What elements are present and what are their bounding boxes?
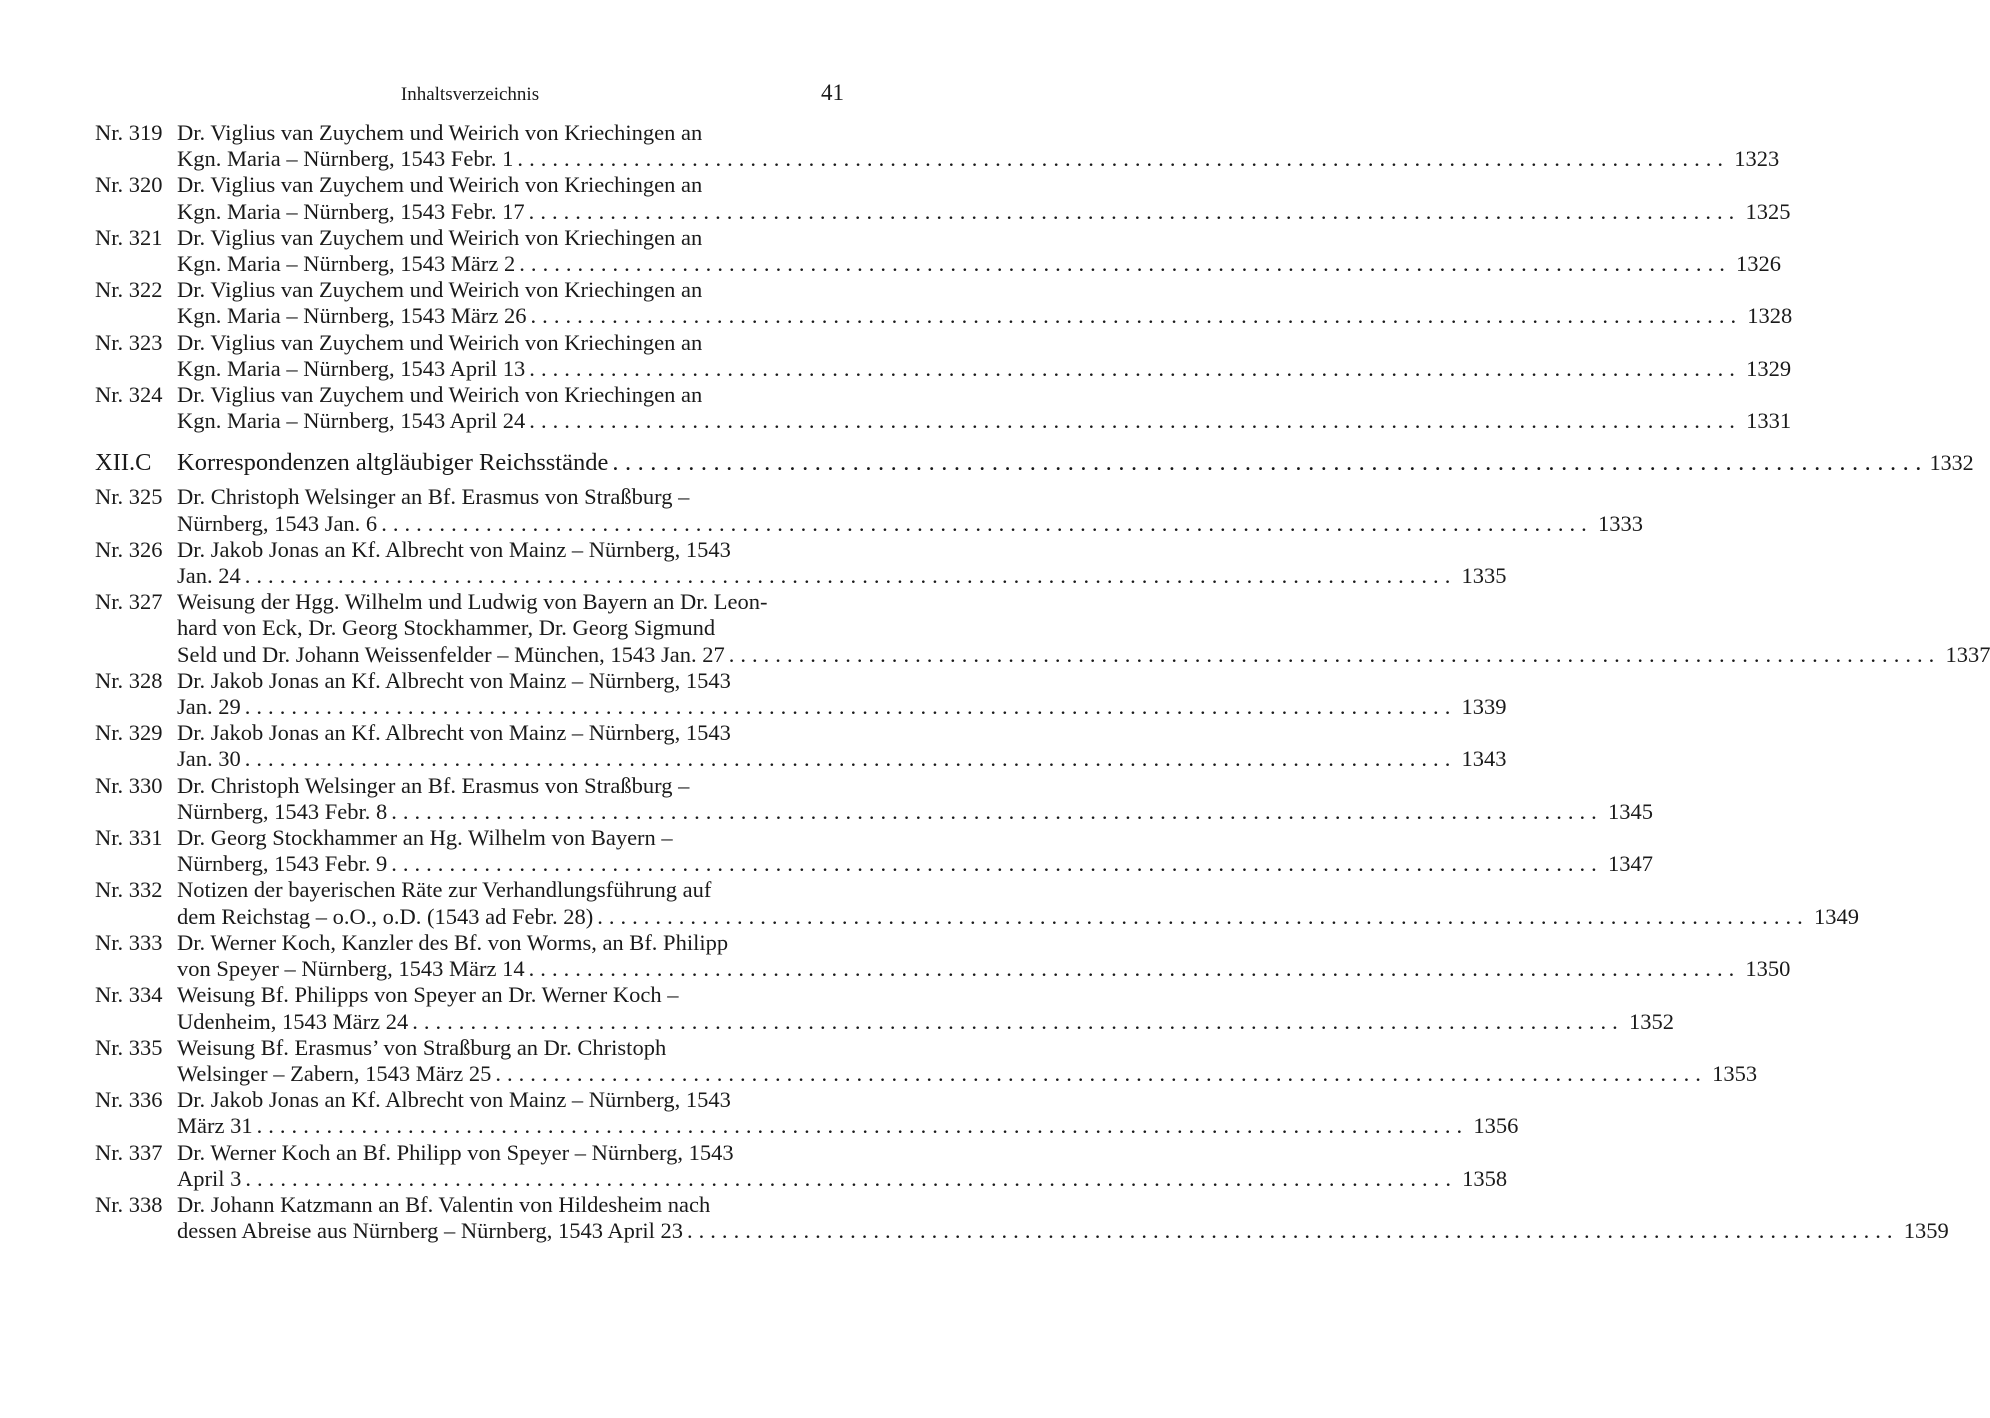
entry-body <box>177 877 1859 929</box>
entry-title-line: Dr. Christoph Welsinger an Bf. Erasmus von Straßburg – <box>177 484 690 510</box>
toc-entry <box>95 536 1507 589</box>
entry-number: Nr. 323 <box>95 329 163 355</box>
toc-entry <box>95 772 1653 825</box>
entry-number: Nr. 337 <box>95 1139 163 1165</box>
toc-entry <box>95 720 1507 772</box>
dot-leader <box>519 251 1725 277</box>
entry-title-last-line: Welsinger – Zabern, 1543 März 25 <box>177 1060 492 1086</box>
entry-number: Nr. 321 <box>95 224 163 250</box>
dot-leader <box>729 642 1935 668</box>
entry-body <box>177 929 1791 982</box>
toc-entry <box>95 929 1791 982</box>
entry-body <box>177 772 1653 825</box>
entry-title-last-line: Kgn. Maria – Nürnberg, 1543 April 13 <box>177 355 526 381</box>
entry-body <box>177 589 1990 668</box>
entry-title-line: Dr. Viglius van Zuychem und Weirich von Kriechingen an <box>177 382 703 408</box>
entry-title-line: Dr. Johann Katzmann an Bf. Valentin von Hildesheim nach <box>177 1191 711 1217</box>
toc-entry <box>95 1191 1949 1244</box>
entry-number: Nr. 329 <box>95 720 163 746</box>
entry-title-line: Dr. Viglius van Zuychem und Weirich von Kriechingen an <box>177 172 703 198</box>
entry-body <box>177 277 1793 329</box>
toc-entry <box>95 825 1653 877</box>
entry-title-last-line: von Speyer – Nürnberg, 1543 März 14 <box>177 956 525 982</box>
dot-leader <box>245 1166 1451 1192</box>
entry-body <box>177 224 1782 277</box>
entry-title-last-line: März 31 <box>177 1113 253 1139</box>
entry-number: Nr. 334 <box>95 982 163 1008</box>
entry-body <box>177 1087 1519 1139</box>
toc-group-1 <box>95 120 1793 434</box>
entry-title-line: Dr. Viglius van Zuychem und Weirich von Kriechingen an <box>177 329 703 355</box>
entry-title-last-line: Kgn. Maria – Nürnberg, 1543 Febr. 1 <box>177 146 514 172</box>
entry-body <box>177 536 1507 589</box>
entry-title-line: Weisung Bf. Erasmus’ von Straßburg an Dr. Christoph <box>177 1034 667 1060</box>
section-title: Korrespondenzen altgläubiger Reichsstände <box>177 449 609 477</box>
dot-leader <box>245 746 1451 772</box>
entry-title-last-line: Jan. 29 <box>177 694 241 720</box>
section-heading <box>95 448 1974 478</box>
dot-leader <box>495 1061 1701 1087</box>
entry-title-last-line: dessen Abreise aus Nürnberg – Nürnberg, 1543 April 23 <box>177 1218 683 1244</box>
entry-page: 1325 <box>1745 198 1791 224</box>
entry-body <box>177 172 1791 224</box>
entry-body <box>177 1139 1508 1192</box>
dot-leader <box>517 146 1723 172</box>
entry-title-last-line: Jan. 30 <box>177 746 241 772</box>
entry-title-line: Dr. Viglius van Zuychem und Weirich von Kriechingen an <box>177 277 703 303</box>
entry-body <box>177 1191 1949 1244</box>
entry-number: Nr. 320 <box>95 172 163 198</box>
entry-page: 1323 <box>1734 146 1780 172</box>
entry-title-line: Dr. Christoph Welsinger an Bf. Erasmus von Straßburg – <box>177 772 690 798</box>
entry-title-last-line: April 3 <box>177 1165 242 1191</box>
entry-title-last-line: Jan. 24 <box>177 563 241 589</box>
dot-leader <box>531 303 1737 329</box>
entry-number: Nr. 326 <box>95 536 163 562</box>
toc-entry <box>95 120 1780 172</box>
entry-page: 1337 <box>1945 641 1990 667</box>
toc-entry <box>95 1139 1508 1192</box>
entry-page: 1350 <box>1745 956 1791 982</box>
entry-page: 1328 <box>1747 303 1793 329</box>
entry-page: 1353 <box>1712 1060 1758 1086</box>
entry-number: Nr. 336 <box>95 1087 163 1113</box>
toc-entry <box>95 1034 1758 1087</box>
entry-body <box>177 667 1507 720</box>
section-page: 1332 <box>1929 450 1974 476</box>
entry-page: 1349 <box>1813 903 1859 929</box>
entry-body <box>177 982 1674 1034</box>
dot-leader <box>257 1113 1463 1139</box>
entry-number: Nr. 331 <box>95 825 163 851</box>
entry-page: 1347 <box>1607 851 1653 877</box>
section-number: XII.C <box>95 449 152 477</box>
entry-title-line: Dr. Jakob Jonas an Kf. Albrecht von Mainz – Nürnberg, 1543 <box>177 1087 731 1113</box>
entry-number: Nr. 338 <box>95 1191 163 1217</box>
dot-leader <box>687 1218 1893 1244</box>
entry-page: 1359 <box>1903 1218 1949 1244</box>
entry-body <box>177 484 1643 536</box>
entry-page: 1343 <box>1461 746 1507 772</box>
entry-title-last-line: Kgn. Maria – Nürnberg, 1543 April 24 <box>177 408 526 434</box>
entry-title-line: Dr. Werner Koch, Kanzler des Bf. von Worms, an Bf. Philipp <box>177 929 729 955</box>
entry-body <box>177 1034 1758 1087</box>
dot-leader <box>529 956 1735 982</box>
dot-leader <box>381 511 1587 537</box>
toc-entry <box>95 877 1859 929</box>
entry-body <box>177 329 1792 382</box>
page-number: 41 <box>821 80 844 105</box>
entry-number: Nr. 332 <box>95 877 163 903</box>
toc-group-2 <box>95 484 1990 1244</box>
entry-title-line: Dr. Viglius van Zuychem und Weirich von Kriechingen an <box>177 224 703 250</box>
entry-title-line: Weisung der Hgg. Wilhelm und Ludwig von Bayern an Dr. Leon- <box>177 589 768 615</box>
entry-title-line: Dr. Jakob Jonas an Kf. Albrecht von Mainz – Nürnberg, 1543 <box>177 667 731 693</box>
entry-number: Nr. 333 <box>95 929 163 955</box>
toc-entry <box>95 667 1507 720</box>
toc-entry <box>95 172 1791 224</box>
entry-title-line: Dr. Jakob Jonas an Kf. Albrecht von Mainz – Nürnberg, 1543 <box>177 720 731 746</box>
toc-entry <box>95 382 1792 434</box>
entry-body <box>177 382 1792 434</box>
entry-title-last-line: dem Reichstag – o.O., o.D. (1543 ad Febr. 28) <box>177 903 594 929</box>
entry-title-line: Dr. Jakob Jonas an Kf. Albrecht von Mainz – Nürnberg, 1543 <box>177 536 731 562</box>
entry-title-line: Weisung Bf. Philipps von Speyer an Dr. Werner Koch – <box>177 982 679 1008</box>
dot-leader <box>245 694 1451 720</box>
running-title: Inhaltsverzeichnis <box>400 84 540 105</box>
toc-entry <box>95 484 1643 536</box>
toc-entry <box>95 224 1782 277</box>
entry-number: Nr. 335 <box>95 1034 163 1060</box>
table-of-contents <box>95 120 1990 1244</box>
entry-page: 1358 <box>1462 1165 1508 1191</box>
dot-leader <box>612 448 1921 478</box>
dot-leader <box>529 408 1735 434</box>
entry-number: Nr. 322 <box>95 277 163 303</box>
entry-title-last-line: Seld und Dr. Johann Weissenfelder – München, 1543 Jan. 27 <box>177 641 725 667</box>
entry-page: 1326 <box>1736 251 1782 277</box>
entry-number: Nr. 325 <box>95 484 163 510</box>
entry-title-last-line: Nürnberg, 1543 Febr. 9 <box>177 851 388 877</box>
entry-page: 1352 <box>1628 1008 1674 1034</box>
toc-entry <box>95 1087 1519 1139</box>
toc-entry <box>95 277 1793 329</box>
entry-title-last-line: Kgn. Maria – Nürnberg, 1543 Febr. 17 <box>177 198 525 224</box>
dot-leader <box>529 356 1735 382</box>
entry-title-line: Dr. Georg Stockhammer an Hg. Wilhelm von Bayern – <box>177 825 673 851</box>
entry-body <box>177 825 1653 877</box>
entry-page: 1329 <box>1746 355 1792 381</box>
entry-title-last-line: Nürnberg, 1543 Jan. 6 <box>177 510 378 536</box>
dot-leader <box>412 1009 1618 1035</box>
dot-leader <box>529 199 1735 225</box>
entry-number: Nr. 328 <box>95 667 163 693</box>
entry-page: 1333 <box>1597 510 1643 536</box>
dot-leader <box>391 799 1597 825</box>
entry-page: 1339 <box>1461 694 1507 720</box>
entry-title-line: hard von Eck, Dr. Georg Stockhammer, Dr. Georg Sigmund <box>177 615 716 641</box>
dot-leader <box>245 563 1451 589</box>
entry-number: Nr. 330 <box>95 772 163 798</box>
entry-title-last-line: Kgn. Maria – Nürnberg, 1543 März 2 <box>177 251 516 277</box>
running-head <box>0 80 1004 110</box>
entry-page: 1345 <box>1607 798 1653 824</box>
entry-title-last-line: Udenheim, 1543 März 24 <box>177 1008 409 1034</box>
entry-page: 1356 <box>1473 1113 1519 1139</box>
entry-title-line: Dr. Werner Koch an Bf. Philipp von Speyer – Nürnberg, 1543 <box>177 1139 734 1165</box>
entry-number: Nr. 324 <box>95 382 163 408</box>
entry-number: Nr. 319 <box>95 120 163 145</box>
entry-body <box>177 120 1780 172</box>
toc-entry <box>95 329 1792 382</box>
dot-leader <box>597 904 1803 930</box>
entry-number: Nr. 327 <box>95 589 163 615</box>
entry-body <box>177 720 1507 772</box>
entry-title-line: Notizen der bayerischen Räte zur Verhandlungsführung auf <box>177 877 712 903</box>
entry-page: 1335 <box>1461 563 1507 589</box>
dot-leader <box>391 851 1597 877</box>
toc-entry <box>95 982 1674 1034</box>
entry-page: 1331 <box>1746 408 1792 434</box>
entry-title-last-line: Nürnberg, 1543 Febr. 8 <box>177 798 388 824</box>
entry-title-last-line: Kgn. Maria – Nürnberg, 1543 März 26 <box>177 303 527 329</box>
entry-title-line: Dr. Viglius van Zuychem und Weirich von Kriechingen an <box>177 120 703 145</box>
toc-entry <box>95 589 1990 668</box>
